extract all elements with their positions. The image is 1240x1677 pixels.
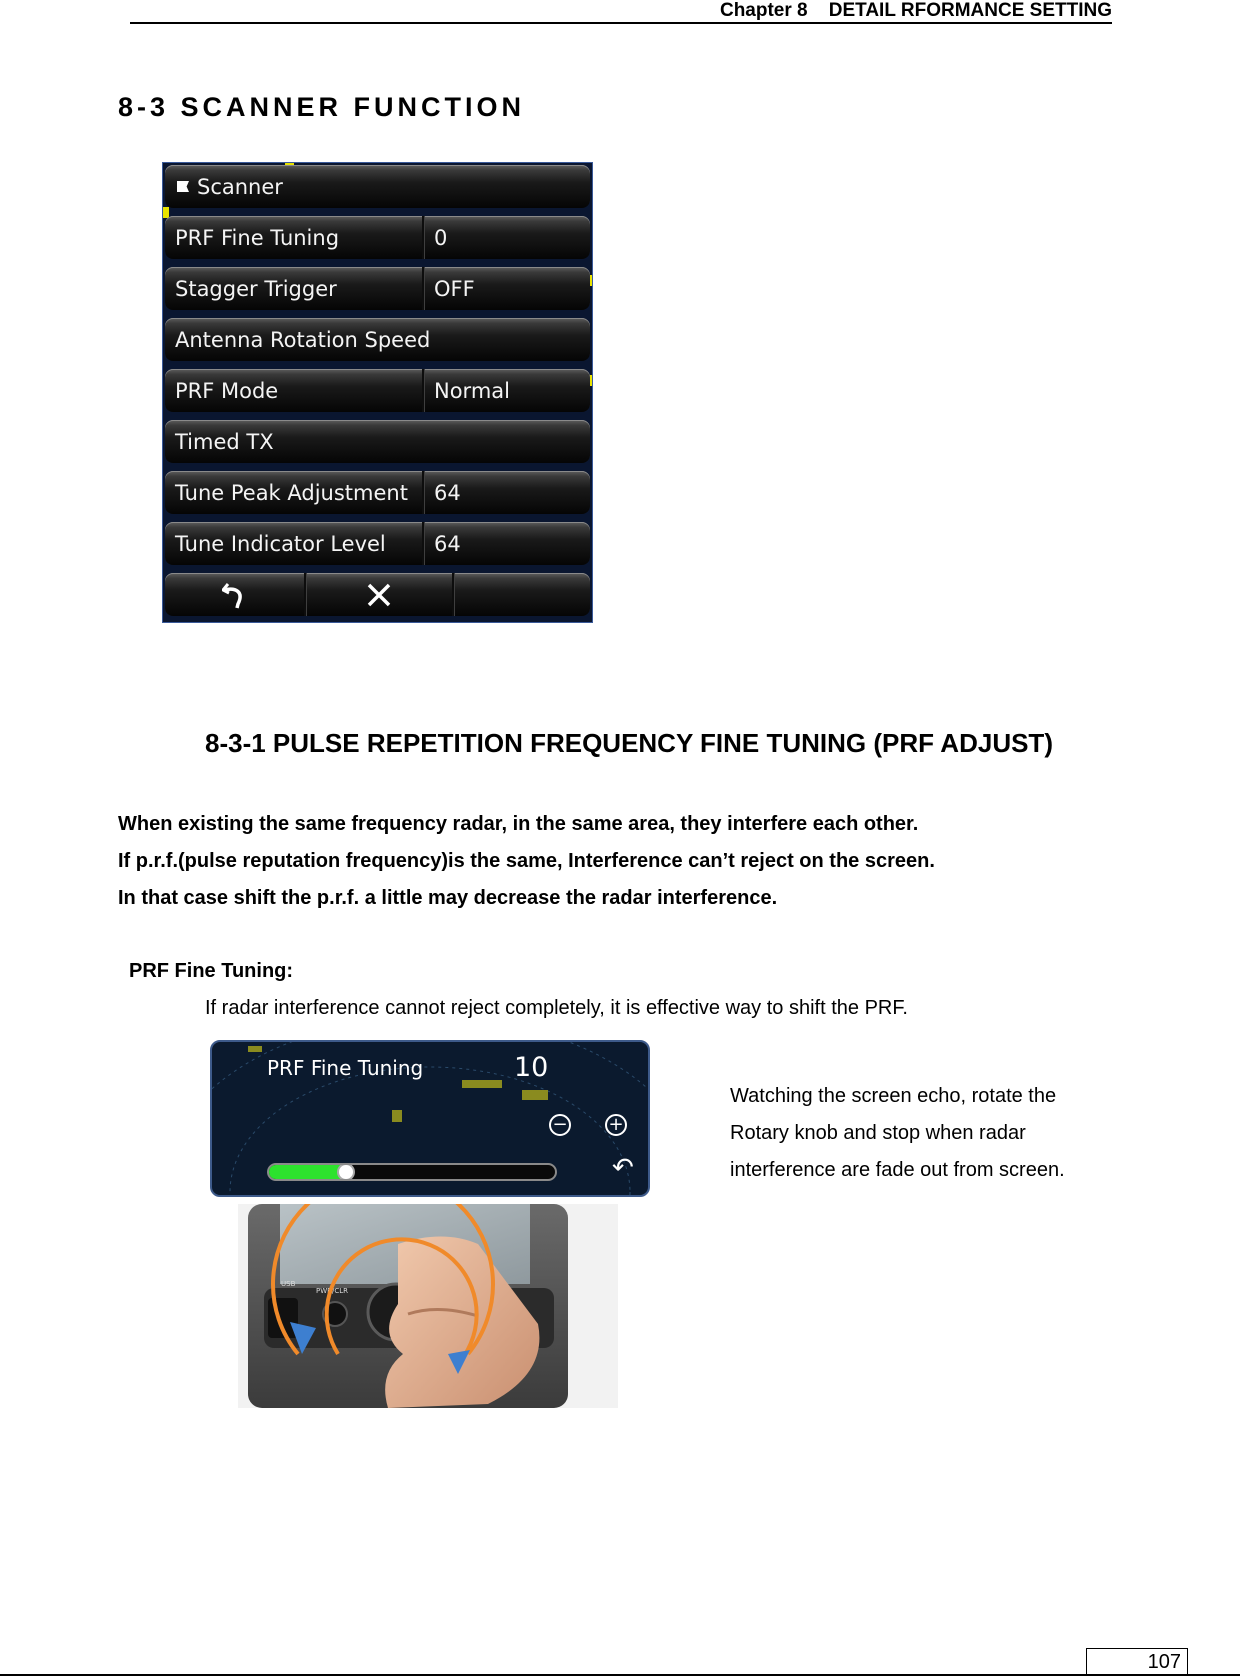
instruction-line: Rotary knob and stop when radar (730, 1122, 1026, 1144)
rotary-knob-photo (238, 1204, 618, 1408)
menu-item-tune-peak-adjustment[interactable] (165, 471, 590, 514)
close-icon (367, 583, 391, 607)
menu-item-prf-mode[interactable] (165, 369, 590, 412)
menu-item-label: Antenna Rotation Speed (175, 327, 431, 352)
page-number: 107 (1147, 1651, 1181, 1673)
pwr-clr-label: PWR/CLR (316, 1287, 349, 1295)
slider-knob[interactable] (337, 1163, 355, 1181)
flag-icon (177, 181, 189, 192)
section-title: 8-3 SCANNER FUNCTION (118, 92, 526, 122)
menu-item-timed-tx[interactable] (165, 420, 590, 463)
widget-value: 10 (514, 1052, 549, 1083)
menu-item-value: 64 (434, 531, 461, 556)
menu-item-label: Tune Peak Adjustment (175, 480, 408, 505)
prf-fine-tuning-widget (210, 1040, 650, 1197)
menu-item-value: OFF (434, 276, 475, 301)
plus-icon[interactable]: + (605, 1114, 627, 1136)
instruction-text (730, 1078, 1150, 1189)
widget-title: PRF Fine Tuning (267, 1056, 424, 1080)
minus-icon[interactable]: − (549, 1114, 571, 1136)
subsection-title: 8-3-1 PULSE REPETITION FREQUENCY FINE TUNING (PRF ADJUST) (205, 728, 1053, 758)
menu-item-value: Normal (434, 378, 510, 403)
intro-line: When existing the same frequency radar, in the same area, they interfere each other. (118, 813, 919, 835)
chapter-header (720, 0, 1112, 22)
menu-item-label: Tune Indicator Level (175, 531, 386, 556)
chapter-title: DETAIL RFORMANCE SETTING (828, 0, 1112, 21)
menu-item-label: Stagger Trigger (175, 276, 337, 301)
menu-item-tune-indicator-level[interactable] (165, 522, 590, 565)
scanner-menu-title: Scanner (197, 174, 283, 199)
instruction-line: interference are fade out from screen. (730, 1159, 1065, 1181)
menu-item-value: 64 (434, 480, 461, 505)
menu-item-value: 0 (434, 225, 448, 250)
menu-bottom-bar (165, 573, 590, 616)
prf-fine-tuning-description: If radar interference cannot reject completely, it is effective way to shift the PRF. (205, 997, 908, 1019)
footer-rule (0, 1674, 1240, 1676)
menu-item-label: Timed TX (175, 429, 274, 454)
intro-line: If p.r.f.(pulse reputation frequency)is the same, Interference can’t reject on the screen. (118, 850, 935, 872)
echo-speck (248, 1046, 262, 1052)
back-arrow-icon (222, 580, 248, 610)
back-arrow-icon[interactable]: ↶ (612, 1153, 634, 1183)
prf-slider[interactable] (267, 1163, 557, 1181)
intro-line: In that case shift the p.r.f. a little may decrease the radar interference. (118, 887, 778, 909)
header-rule (130, 22, 1112, 24)
menu-item-antenna-rotation-speed[interactable] (165, 318, 590, 361)
scanner-menu (162, 162, 593, 623)
usb-label: USB (281, 1280, 296, 1288)
echo-speck (462, 1080, 502, 1088)
empty-button (454, 573, 590, 616)
menu-item-stagger-trigger[interactable] (165, 267, 590, 310)
menu-item-prf-fine-tuning[interactable] (165, 216, 590, 259)
close-button[interactable] (306, 573, 452, 616)
scanner-menu-header[interactable] (165, 165, 590, 208)
chapter-number: Chapter 8 (719, 0, 808, 21)
slider-fill (269, 1165, 346, 1179)
menu-item-label: PRF Mode (175, 378, 279, 403)
menu-item-label: PRF Fine Tuning (175, 225, 340, 250)
echo-speck (392, 1110, 402, 1122)
prf-fine-tuning-label: PRF Fine Tuning: (129, 960, 294, 982)
echo-speck (522, 1090, 548, 1100)
instruction-line: Watching the screen echo, rotate the (730, 1085, 1057, 1107)
back-button[interactable] (165, 573, 304, 616)
device-illustration (238, 1204, 618, 1408)
